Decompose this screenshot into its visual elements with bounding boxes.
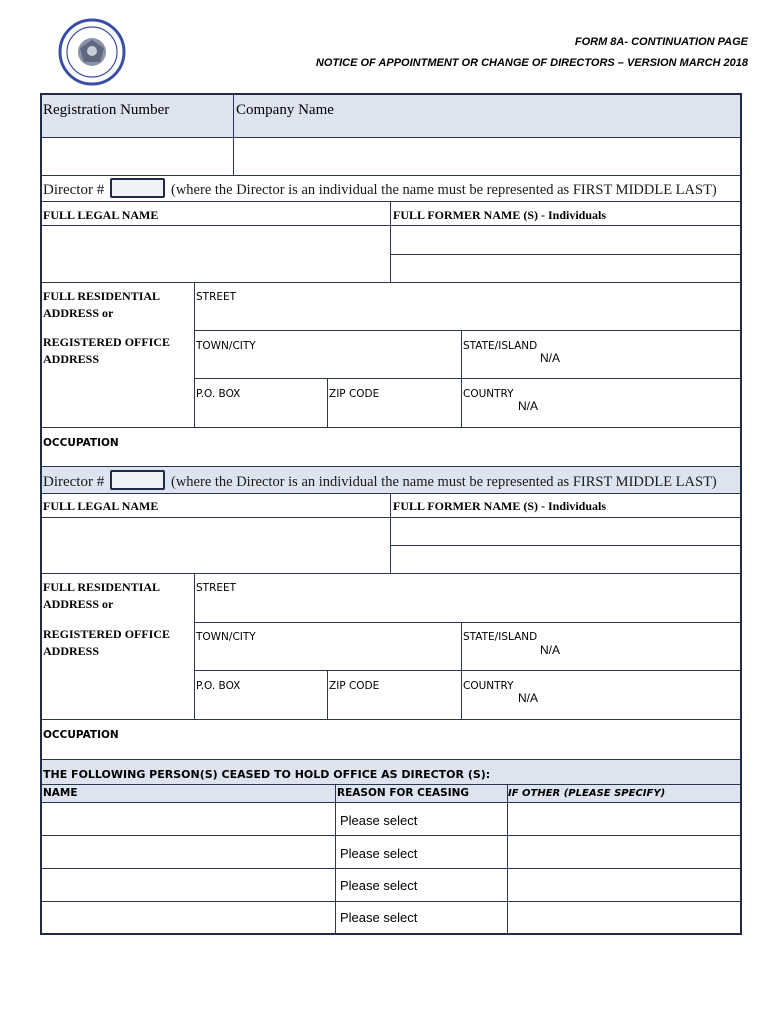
ceased-heading: THE FOLLOWING PERSON(S) CEASED TO HOLD OFFICE AS DIRECTOR (S): — [43, 768, 491, 781]
country-value[interactable]: N/A — [518, 399, 539, 413]
country-value[interactable]: N/A — [518, 691, 539, 705]
state-island-label: STATE/ISLAND — [463, 631, 538, 643]
director-note: (where the Director is an individual the name must be represented as FIRST MIDDLE LAST) — [171, 182, 717, 198]
registered-office-label: REGISTERED OFFICE ADDRESS — [43, 627, 171, 658]
reason-select[interactable]: Please select — [340, 813, 418, 828]
director-note: (where the Director is an individual the name must be represented as FIRST MIDDLE LAST) — [171, 474, 717, 490]
state-island-label: STATE/ISLAND — [463, 340, 538, 352]
registration-number-field[interactable] — [42, 138, 232, 174]
former-name-field-1[interactable] — [391, 518, 740, 544]
street-field[interactable] — [195, 597, 740, 621]
table-row — [42, 836, 740, 868]
former-name-field-2[interactable] — [391, 255, 740, 281]
state-island-value[interactable]: N/A — [540, 643, 561, 657]
other-specify-field[interactable] — [508, 902, 740, 933]
table-row — [42, 803, 740, 835]
zip-code-label: ZIP CODE — [329, 388, 380, 400]
column-header-name: NAME — [43, 787, 78, 799]
director-number-input[interactable] — [110, 470, 165, 490]
residential-address-label: FULL RESIDENTIAL ADDRESS or — [43, 580, 161, 611]
registered-office-label: REGISTERED OFFICE ADDRESS — [43, 335, 171, 366]
occupation-label: OCCUPATION — [43, 437, 119, 449]
full-legal-name-label: FULL LEGAL NAME — [43, 208, 159, 222]
registration-number-label: Registration Number — [43, 102, 170, 118]
other-specify-field[interactable] — [508, 803, 740, 835]
former-name-field-1[interactable] — [391, 226, 740, 253]
form-title: FORM 8A- CONTINUATION PAGE — [574, 36, 748, 48]
full-legal-name-field[interactable] — [42, 518, 390, 572]
column-header-other: IF OTHER (PLEASE SPECIFY) — [508, 788, 666, 799]
company-name-label: Company Name — [236, 102, 334, 118]
full-legal-name-field[interactable] — [42, 226, 390, 281]
official-seal-icon — [58, 18, 126, 86]
town-city-label: TOWN/CITY — [196, 631, 256, 643]
ceased-name-field[interactable] — [42, 803, 335, 835]
occupation-label: OCCUPATION — [43, 729, 119, 741]
street-field[interactable] — [195, 306, 740, 329]
town-city-label: TOWN/CITY — [196, 340, 256, 352]
other-specify-field[interactable] — [508, 869, 740, 901]
zip-code-label: ZIP CODE — [329, 680, 380, 692]
residential-address-label: FULL RESIDENTIAL ADDRESS or — [43, 289, 161, 320]
director-label: Director # — [43, 474, 105, 490]
director-label: Director # — [43, 182, 105, 198]
country-label: COUNTRY — [463, 388, 514, 400]
table-row — [42, 902, 740, 933]
street-label: STREET — [196, 582, 237, 594]
column-header-reason: REASON FOR CEASING — [337, 787, 470, 799]
reason-select[interactable]: Please select — [340, 910, 418, 925]
occupation-field[interactable] — [130, 430, 740, 464]
full-legal-name-label: FULL LEGAL NAME — [43, 499, 159, 513]
ceased-name-field[interactable] — [42, 869, 335, 901]
street-label: STREET — [196, 291, 237, 303]
po-box-label: P.O. BOX — [196, 680, 241, 692]
form-subtitle: NOTICE OF APPOINTMENT OR CHANGE OF DIRECTORS – VERSION MARCH 2018 — [315, 57, 748, 69]
country-label: COUNTRY — [463, 680, 514, 692]
director-number-input[interactable] — [110, 178, 165, 198]
ceased-name-field[interactable] — [42, 836, 335, 868]
reason-select[interactable]: Please select — [340, 846, 418, 861]
full-former-name-label: FULL FORMER NAME (S) - Individuals — [393, 499, 607, 513]
former-name-field-2[interactable] — [391, 546, 740, 572]
company-name-field[interactable] — [234, 138, 740, 174]
reason-select[interactable]: Please select — [340, 878, 418, 893]
table-row — [42, 869, 740, 901]
other-specify-field[interactable] — [508, 836, 740, 868]
state-island-value[interactable]: N/A — [540, 351, 561, 365]
full-former-name-label: FULL FORMER NAME (S) - Individuals — [393, 208, 607, 222]
occupation-field[interactable] — [130, 722, 740, 756]
po-box-label: P.O. BOX — [196, 388, 241, 400]
ceased-name-field[interactable] — [42, 902, 335, 933]
